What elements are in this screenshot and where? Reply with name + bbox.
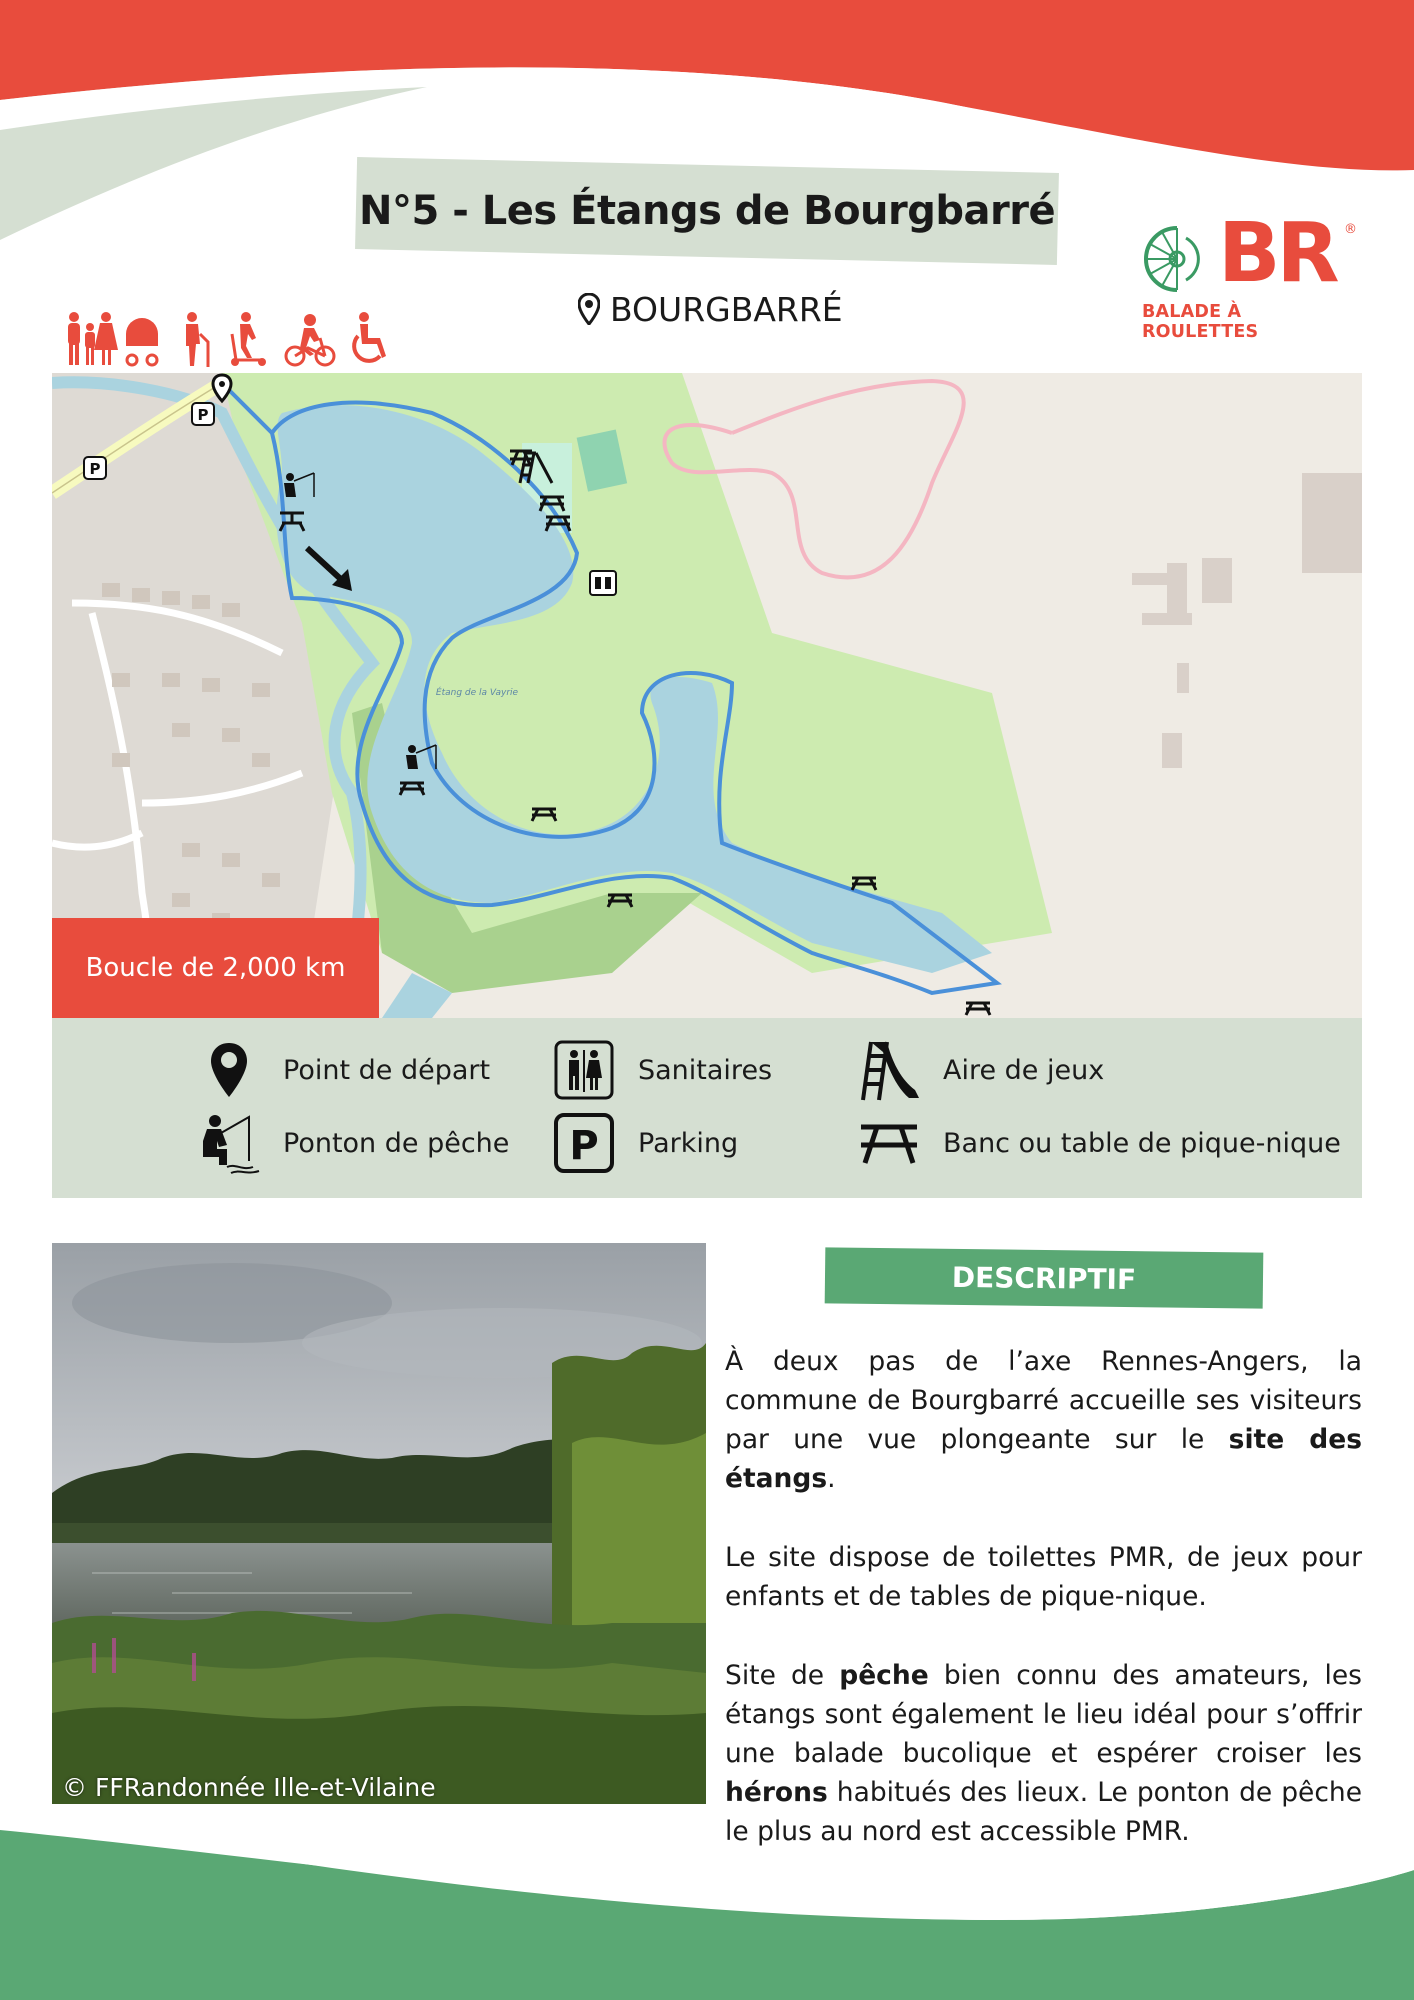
map-legend [52, 1018, 1362, 1198]
photo-credit: © FFRandonnée Ille-et-Vilaine [62, 1773, 436, 1802]
toilets-marker [590, 571, 616, 595]
logo-tagline: BALADE À ROULETTES [1142, 302, 1259, 342]
svg-text:P: P [197, 406, 209, 424]
picnic-table-icon [857, 1111, 921, 1175]
description-paragraph [725, 1342, 1362, 1498]
description-emphasis: pêche [839, 1660, 929, 1691]
location-line [578, 284, 843, 334]
description-paragraph: Le site dispose de toilettes PMR, de jeux pour enfants et de tables de pique-nique. [725, 1542, 1362, 1612]
legend-label: Banc ou table de pique-nique [943, 1127, 1341, 1159]
legend-item [197, 1038, 490, 1102]
parking-marker [192, 403, 214, 425]
legend-item [552, 1038, 772, 1102]
description-text: À deux pas de l’axe Rennes-Angers, la commune de Bourgbarré accueille ses visiteurs par une vue plongeante sur le [725, 1346, 1362, 1455]
legend-label: Parking [638, 1127, 739, 1159]
family-stroller-icon [64, 312, 164, 368]
svg-text:P: P [569, 1123, 599, 1169]
legend-label: Sanitaires [638, 1054, 773, 1086]
description-text: Site de [725, 1660, 840, 1691]
map-pin-icon [197, 1038, 261, 1102]
lake-label: Étang de la Vayrie [435, 688, 519, 698]
description-heading: DESCRIPTIF [825, 1247, 1264, 1308]
location-name: BOURGBARRÉ [610, 289, 843, 329]
lake-photo [52, 1243, 706, 1804]
br-logo [1138, 206, 1360, 342]
senior-cane-icon [178, 312, 212, 368]
title-banner [355, 157, 1059, 265]
child-bike-icon [284, 312, 336, 368]
legend-item [857, 1111, 1341, 1175]
playground-slide-icon [857, 1038, 921, 1102]
description-text: habitués des lieux. Le ponton de pêche le plus au nord est accessible PMR. [725, 1777, 1362, 1847]
legend-item [857, 1038, 1104, 1102]
fishing-icon [197, 1111, 261, 1175]
description-text: . [827, 1463, 836, 1494]
scooter-icon [226, 312, 270, 368]
description-text: bien connu des amateurs, les étangs sont également le lieu idéal pour s’offrir une balade bucolique et espérer croiser les [725, 1660, 1362, 1769]
description-emphasis: site des étangs [725, 1424, 1362, 1494]
legend-label: Aire de jeux [943, 1054, 1105, 1086]
map-pin-icon [578, 293, 600, 325]
description-emphasis: hérons [725, 1777, 828, 1808]
toilets-icon [552, 1038, 616, 1102]
parking-marker [84, 457, 106, 479]
legend-label: Ponton de pêche [283, 1127, 510, 1159]
wheel-icon [1142, 224, 1212, 294]
logo-registered: ® [1344, 222, 1357, 237]
bottom-wave-decoration [0, 1800, 1414, 2000]
legend-item [197, 1111, 509, 1175]
legend-item [552, 1111, 738, 1175]
loop-distance-badge: Boucle de 2,000 km [52, 918, 379, 1018]
wheelchair-icon [350, 312, 396, 368]
photo-image [52, 1243, 706, 1804]
audience-icons [64, 308, 396, 368]
legend-label: Point de départ [283, 1054, 491, 1086]
svg-text:P: P [89, 460, 101, 478]
logo-letters: BR [1218, 206, 1336, 301]
parking-icon [552, 1111, 616, 1175]
page-title: N°5 - Les Étangs de Bourgbarré [358, 188, 1056, 234]
